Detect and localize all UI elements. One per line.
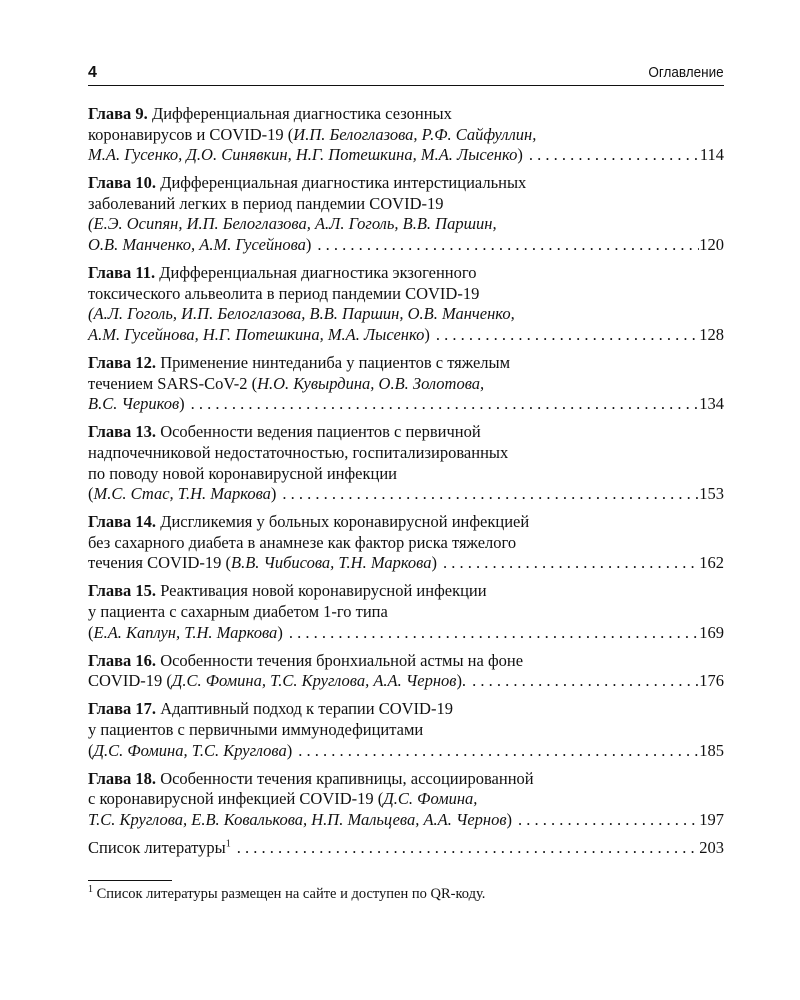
chapter-page-number: 120 [699,235,724,255]
chapter-authors: М.А. Гусенко, Д.О. Синявкин, Н.Г. Потешкина, М.А. Лысенко [88,145,518,165]
chapter-label: Глава 14. [88,512,157,532]
header-rule [88,85,724,86]
chapter-page-number: 134 [699,394,724,414]
chapter-authors: (Е.Э. Осипян, И.П. Белоглазова, А.Л. Гоголь, В.В. Паршин, [88,214,497,234]
chapter-authors: М.С. Стас, Т.Н. Маркова [93,484,271,504]
leader-dots [311,235,699,256]
toc-entry-chapter-11[interactable]: Глава 11. Дифференциальная диагностика экзогенного токсического альвеолита в период пандемии COVID-19 (А.Л. Гоголь, И.П. Белоглазова, В.В. Паршин, О.В. Манченко, А.М. Гусейнова, Н.Г. Потешкина, М.А. Лысенко) . . . 128 [88,263,724,345]
leader-dots [185,394,700,415]
chapter-page-number: 162 [699,553,724,573]
running-header [88,62,724,86]
chapter-authors: Д.С. Фомина, Т.С. Круглова [93,740,287,760]
chapter-label: Глава 9. [88,104,148,123]
chapter-authors: И.П. Белоглазова, Р.Ф. Сайфуллин, [293,124,537,144]
chapter-title-line: без сахарного диабета в анамнезе как фактор риска тяжелого [88,532,517,552]
toc-entry-chapter-14[interactable]: Глава 14. Дисгликемия у больных коронавирусной инфекцией без сахарного диабета в анамнезе как фактор риска тяжелого течения COVID-19 (В.В. Чибисова, Т.Н. Маркова) . . . 162 [88,512,724,574]
footnote-mark: 1 [88,884,93,896]
footnote [88,886,485,903]
leader-dots [292,741,699,762]
leader-dots [512,810,699,831]
chapter-title-line: коронавирусов и COVID-19 ( [88,124,294,144]
chapter-title-line: заболеваний легких в период пандемии COVID-19 [88,193,444,213]
toc-entry-chapter-16[interactable]: Глава 16. Особенности течения бронхиальной астмы на фоне COVID-19 (Д.С. Фомина, Т.С. Круглова, А.А. Чернов). . . . 176 [88,651,724,692]
references-label: Список литературы [88,838,226,857]
table-of-contents [88,104,724,866]
toc-entry-chapter-15[interactable]: Глава 15. Реактивация новой коронавирусной инфекции у пациента с сахарным диабетом 1-го типа (Е.А. Каплун, Т.Н. Маркова) . . . 169 [88,581,724,643]
chapter-label: Глава 12. [88,353,157,373]
chapter-authors: В.В. Чибисова, Т.Н. Маркова [230,553,432,573]
toc-entry-chapter-13[interactable]: Глава 13. Особенности ведения пациентов с первичной надпочечниковой недостаточностью, госпитализированных по поводу новой коронавирусной инфекции (М.С. Стас, Т.Н. Маркова) . . . 153 [88,422,724,504]
toc-entry-references[interactable] [88,838,724,859]
leader-dots [276,484,699,505]
chapter-title-line: Дифференциальная диагностика сезонных [151,104,452,123]
chapter-authors: В.С. Чериков [88,394,180,414]
chapter-title-line: течением SARS-CoV-2 ( [88,373,258,393]
chapter-title-line: Особенности течения бронхиальной астмы на фоне [160,650,524,670]
chapter-page-number: 128 [699,324,724,344]
chapter-title-line: надпочечниковой недостаточностью, госпитализированных [88,442,509,462]
chapter-label: Глава 16. [88,650,157,670]
toc-entry-chapter-18[interactable]: Глава 18. Особенности течения крапивницы, ассоциированной с коронавирусной инфекцией COVID-19 (Д.С. Фомина, Т.С. Круглова, Е.В. Ковалькова, Н.П. Мальцева, А.А. Чернов) . . . 197 [88,769,724,831]
chapter-title-line: Дифференциальная диагностика интерстициальных [160,173,527,193]
toc-entry-chapter-9[interactable]: Глава 9. Дифференциальная диагностика сезонных коронавирусов и COVID-19 (И.П. Белоглазова, Р.Ф. Сайфуллин, М.А. Гусенко, Д.О. Синявкин, Н.Г. Потешкина, М.А. Лысенко) . . . 114 [88,104,724,166]
chapter-authors: Н.О. Кувырдина, О.В. Золотова, [257,373,485,393]
chapter-page-number: 169 [699,622,724,642]
chapter-title-line: с коронавирусной инфекцией COVID-19 ( [88,789,384,809]
chapter-title-line: Особенности течения крапивницы, ассоциированной [160,768,534,788]
chapter-page-number: 176 [699,671,724,691]
chapter-authors: Е.А. Каплун, Т.Н. Маркова [93,622,278,642]
chapter-page-number: 197 [699,809,724,829]
chapter-authors: Д.С. Фомина, [383,789,478,809]
chapter-title-line: у пациента с сахарным диабетом 1-го типа [88,602,388,622]
chapter-title-line: Дисгликемия у больных коронавирусной инфекцией [160,512,530,532]
footnote-reference-mark[interactable]: 1 [225,838,231,850]
chapter-title-line: Адаптивный подход к терапии COVID-19 [160,699,453,719]
chapter-title-line: по поводу новой коронавирусной инфекции [88,463,397,483]
toc-entry-chapter-17[interactable]: Глава 17. Адаптивный подход к терапии COVID-19 у пациентов с первичными иммунодефицитами (Д.С. Фомина, Т.С. Круглова) . . . 185 [88,699,724,761]
footnote-text: Список литературы размещен на сайте и доступен по QR-коду. [96,886,486,902]
chapter-authors: Т.С. Круглова, Е.В. Ковалькова, Н.П. Мальцева, А.А. Чернов [88,809,507,829]
chapter-title-line: Дифференциальная диагностика экзогенного [159,263,477,283]
chapter-label: Глава 11. [88,263,156,283]
chapter-label: Глава 13. [88,422,157,442]
references-page-number: 203 [699,838,724,857]
chapter-title-line: Реактивация новой коронавирусной инфекции [160,581,487,601]
chapter-authors: (А.Л. Гоголь, И.П. Белоглазова, В.В. Паршин, О.В. Манченко, [88,304,515,324]
chapter-authors: Д.С. Фомина, Т.С. Круглова, А.А. Чернов [171,671,457,691]
chapter-title-line: COVID-19 ( [88,671,172,691]
chapter-title-line: Особенности ведения пациентов с первичной [160,422,481,442]
leader-dots [283,623,699,644]
chapter-page-number: 153 [699,484,724,504]
chapter-label: Глава 15. [88,581,157,601]
toc-entry-chapter-10[interactable]: Глава 10. Дифференциальная диагностика интерстициальных заболеваний легких в период пандемии COVID-19 (Е.Э. Осипян, И.П. Белоглазова, А.Л. Гоголь, В.В. Паршин, О.В. Манченко, А.М. Гусейнова) . . . 120 [88,173,724,255]
leader-dots [437,553,699,574]
chapter-label: Глава 18. [88,768,157,788]
page-number: 4 [88,64,97,81]
chapter-page-number: 185 [699,740,724,760]
chapter-authors: О.В. Манченко, А.М. Гусейнова [88,235,306,255]
chapter-page-number: 114 [699,145,724,165]
leader-dots [231,838,700,859]
chapter-label: Глава 10. [88,173,157,193]
chapter-label: Глава 17. [88,699,157,719]
chapter-authors: А.М. Гусейнова, Н.Г. Потешкина, М.А. Лысенко [88,324,425,344]
leader-dots [466,671,699,692]
leader-dots [523,145,700,166]
chapter-title-line: у пациентов с первичными иммунодефицитами [88,720,424,740]
chapter-title-line: Применение нинтеданиба у пациентов с тяжелым [160,353,511,373]
running-title: Оглавление [648,64,724,81]
footnote-rule [88,880,172,881]
leader-dots [430,325,699,346]
chapter-title-line: токсического альвеолита в период пандемии COVID-19 [88,283,480,303]
chapter-title-line: течения COVID-19 ( [88,553,231,573]
toc-entry-chapter-12[interactable]: Глава 12. Применение нинтеданиба у пациентов с тяжелым течением SARS-CoV-2 (Н.О. Кувырдина, О.В. Золотова, В.С. Чериков) . . . 134 [88,353,724,415]
